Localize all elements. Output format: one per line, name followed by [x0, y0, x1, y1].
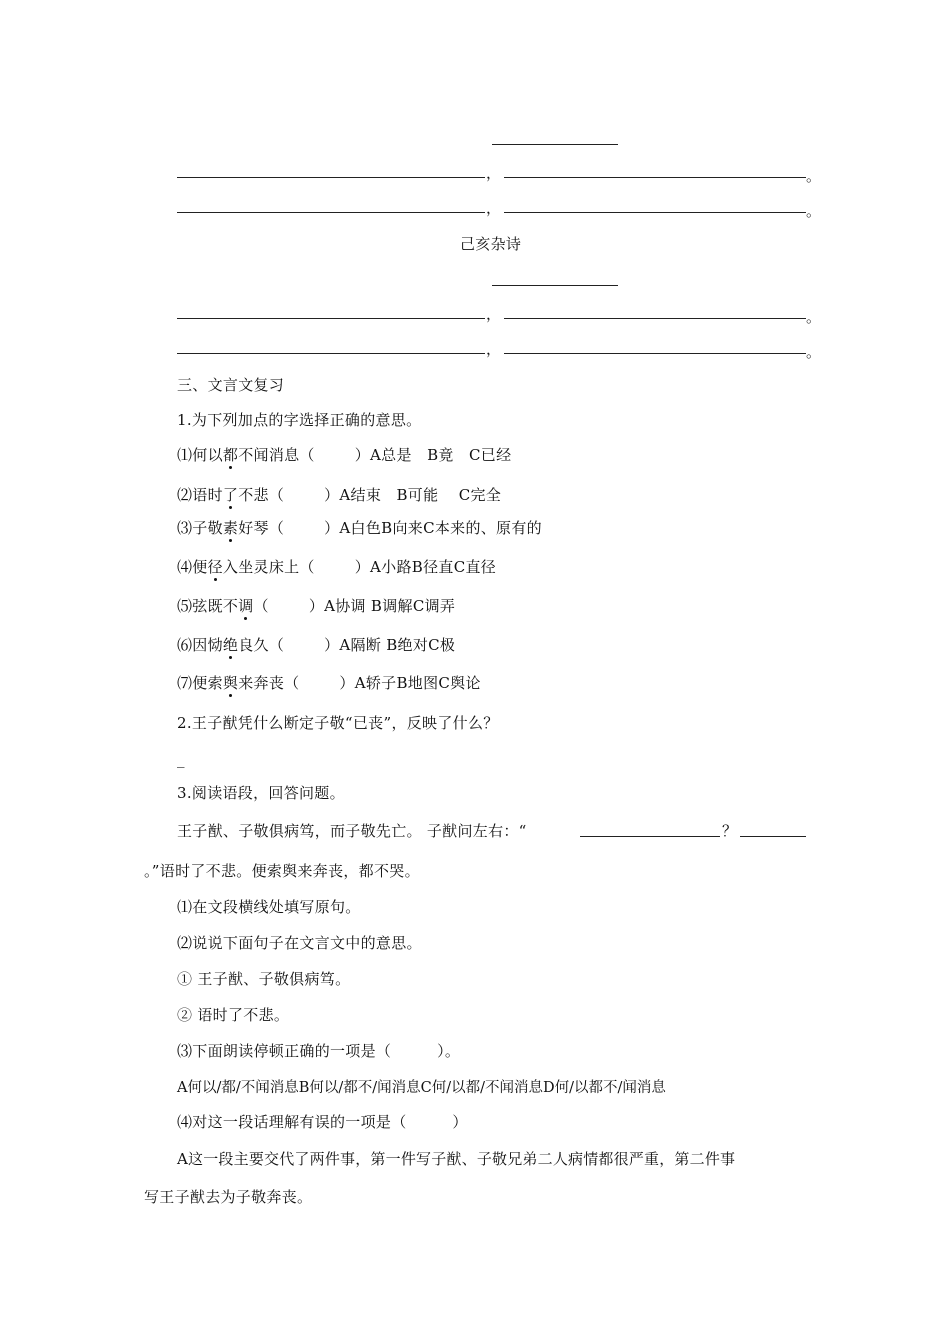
q1-item-5: ⑸弦既不调（ ）A协调 B调解C调弄: [177, 597, 456, 615]
q3-passage-question-mark: ？: [722, 822, 738, 840]
q3-passage-end: 。”语时了不悲。便索舆来奔丧，都不哭。: [144, 862, 420, 880]
section3-heading: 三、文言文复习: [177, 376, 285, 394]
q3-sub3-options: A何以/都/不闻消息B何以/都不/闻消息C何/以都/不闻消息D何/以都不/闻消息: [177, 1080, 666, 1096]
poem2-author-blank[interactable]: [492, 285, 618, 286]
q3-sub3: ⑶下面朗读停顿正确的一项是（ ）。: [177, 1042, 461, 1060]
q3-sub1: ⑴在文段横线处填写原句。: [177, 898, 361, 916]
q1-item-4: ⑷便径入坐灵床上（ ）A小路B径直C直径: [177, 558, 497, 576]
q3-sub2-a: ① 王子猷、子敬俱病笃。: [177, 970, 351, 988]
q1-item-2: ⑵语时了不悲（ ）A结束 B可能 C完全: [177, 486, 502, 504]
poem1-line1-comma: ，: [486, 164, 502, 182]
poem2-line2-blank-a[interactable]: [177, 353, 485, 354]
q3-sub2: ⑵说说下面句子在文言文中的意思。: [177, 934, 422, 952]
q1-item-7: ⑺便索舆来奔丧（ ）A轿子B地图C舆论: [177, 674, 481, 692]
poem2-line2-period: 。: [806, 343, 822, 361]
poem2-line1-comma: ，: [486, 305, 502, 323]
q3-sub4-option-a-line1: A这一段主要交代了两件事，第一件写子猷、子敬兄弟二人病情都很严重，第二件事: [177, 1150, 736, 1168]
poem2-title: 己亥杂诗: [460, 235, 522, 253]
q3-prompt: 3.阅读语段，回答问题。: [177, 784, 345, 802]
poem1-author-blank[interactable]: [492, 144, 618, 145]
poem1-line1-period: 。: [806, 167, 822, 185]
poem1-line1-blank-b[interactable]: [504, 177, 806, 178]
q2-answer-mark[interactable]: _: [177, 750, 185, 768]
poem2-line2-comma: ，: [486, 340, 502, 358]
poem2-line2-blank-b[interactable]: [504, 353, 806, 354]
q1-item-1: ⑴何以都不闻消息（ ）A总是 B竟 C已经: [177, 446, 512, 464]
q1-prompt: 1.为下列加点的字选择正确的意思。: [177, 411, 422, 429]
poem2-line1-blank-a[interactable]: [177, 318, 485, 319]
q3-passage-blank-1[interactable]: [580, 836, 720, 837]
poem1-line2-period: 。: [806, 202, 822, 220]
poem1-line2-blank-a[interactable]: [177, 212, 485, 213]
poem2-line1-period: 。: [806, 308, 822, 326]
q3-sub4-option-a-line2: 写王子猷去为子敬奔丧。: [144, 1188, 313, 1206]
q3-passage-start: 王子猷、子敬俱病笃，而子敬先亡。 子猷问左右：“: [177, 822, 527, 840]
poem1-line2-blank-b[interactable]: [504, 212, 806, 213]
q1-item-3: ⑶子敬素好琴（ ）A白色B向来C本来的、原有的: [177, 519, 542, 537]
poem1-line1-blank-a[interactable]: [177, 177, 485, 178]
q3-sub4: ⑷对这一段话理解有误的一项是（ ）: [177, 1113, 468, 1131]
q3-passage-blank-2[interactable]: [740, 836, 806, 837]
q3-sub2-b: ② 语时了不悲。: [177, 1006, 290, 1024]
q1-item-6: ⑹因恸绝良久（ ）A隔断 B绝对C极: [177, 636, 456, 654]
poem2-line1-blank-b[interactable]: [504, 318, 806, 319]
poem1-line2-comma: ，: [486, 199, 502, 217]
q2-prompt: 2.王子猷凭什么断定子敬“已丧”，反映了什么？: [177, 714, 499, 732]
